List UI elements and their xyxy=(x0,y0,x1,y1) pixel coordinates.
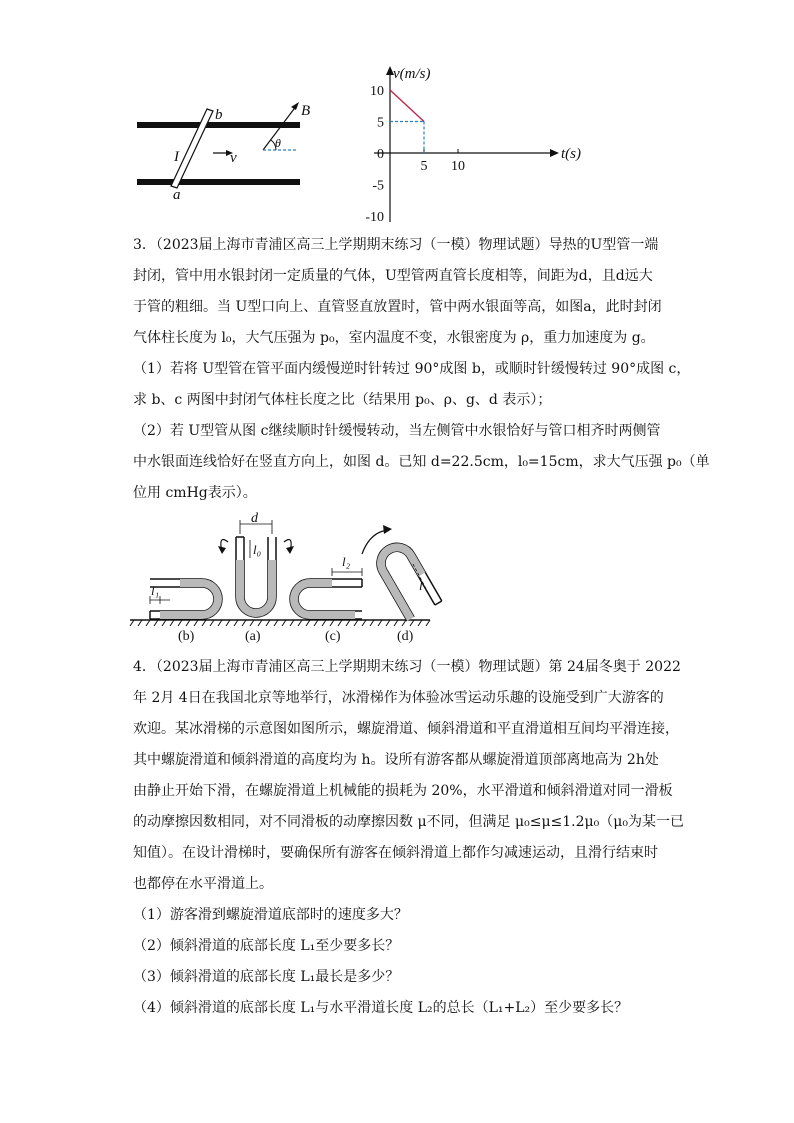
rotate-cw-arrow-icon xyxy=(383,525,392,534)
label-v: v xyxy=(230,150,237,166)
u-tube-d xyxy=(370,536,442,621)
y-tick-label: 5 xyxy=(377,115,384,131)
x-axis-arrow-icon xyxy=(550,149,559,157)
q4-line: 也都停在水平滑道上。 xyxy=(133,876,273,892)
caption-d: (d) xyxy=(397,629,414,644)
q3-line: （1）若将 U型管在管平面内缓慢逆时针转过 90°成图 b，或顺时针缓慢转过 90°成图 c， xyxy=(133,361,691,377)
y-axis-label: v(m/s) xyxy=(393,66,431,82)
q4-line: 的动摩擦因数相同，对不同滑板的动摩擦因数 μ不同，但满足 μ₀≤μ≤1.2μ₀（μ₀为某一已 xyxy=(133,814,684,830)
q3-line: 位用 cmHg表示）。 xyxy=(133,485,257,501)
label-d: d xyxy=(251,511,258,526)
y-tick-label: 10 xyxy=(370,84,384,99)
label-theta: θ xyxy=(275,136,281,150)
u-tube-figure xyxy=(130,512,460,647)
label-a: a xyxy=(173,187,181,203)
y-tick-label: 0 xyxy=(377,147,384,162)
q3-line: 气体柱长度为 l₀，大气压强为 p₀，室内温度不变，水银密度为 ρ，重力加速度为 g。 xyxy=(133,330,655,346)
field-arrow-icon xyxy=(291,102,299,110)
x-axis-label: t(s) xyxy=(561,146,581,162)
rotate-cw-arrow-icon xyxy=(286,546,294,554)
y-tick-label: -5 xyxy=(372,178,384,194)
velocity-series-line xyxy=(390,90,424,122)
caption-c: (c) xyxy=(325,629,341,644)
q4-line: 知值）。在设计滑梯时，要确保所有游客在倾斜滑道上都作匀减速运动，且滑行结束时 xyxy=(133,845,658,861)
label-current: I xyxy=(174,149,179,165)
x-tick-label: 5 xyxy=(420,159,428,174)
vt-chart xyxy=(338,60,581,225)
q3-line: 3．（2023届上海市青浦区高三上学期期末练习（一模）物理试题）导热的U型管一端 xyxy=(133,237,659,253)
label-l1: l₁ xyxy=(151,583,160,598)
q3-line: 封闭，管中用水银封闭一定质量的气体，U型管两直管长度相等，间距为d，且d远大 xyxy=(133,268,653,284)
q4-subquestion: （1）游客滑到螺旋滑道底部时的速度多大？ xyxy=(133,907,408,923)
q4-subquestion: （2）倾斜滑道的底部长度 L₁至少要多长？ xyxy=(133,938,400,954)
q3-line: 求 b、c 两图中封闭气体柱长度之比（结果用 p₀、ρ、g、d 表示）； xyxy=(133,392,552,408)
caption-a: (a) xyxy=(245,629,261,644)
q4-line: 由静止开始下滑，在螺旋滑道上机械能的损耗为 20%，水平滑道和倾斜滑道对同一滑板 xyxy=(133,783,673,799)
q4-line: 4．（2023届上海市青浦区高三上学期期末练习（一模）物理试题）第 24届冬奥于 2022 xyxy=(133,659,681,675)
rotate-ccw-arrow-icon xyxy=(218,546,226,554)
q3-line: 中水银面连线恰好在竖直方向上，如图 d。已知 d=22.5cm，l₀=15cm，求大气压强 p₀（单 xyxy=(133,454,710,470)
label-b: b xyxy=(215,107,223,123)
q4-subquestion: （4）倾斜滑道的底部长度 L₁与水平滑道长度 L₂的总长（L₁+L₂）至少要多长？ xyxy=(133,1000,629,1016)
label-l0: l₀ xyxy=(253,542,262,557)
rail-figure xyxy=(125,95,315,205)
q4-line: 其中螺旋滑道和倾斜滑道的高度均为 h。设所有游客都从螺旋滑道顶部离地高为 2h处 xyxy=(133,752,659,768)
x-tick-label: 10 xyxy=(451,159,465,174)
q3-line: （2）若 U型管从图 c继续顺时针缓慢转动，当左侧管中水银恰好与管口相齐时两侧管 xyxy=(133,423,661,439)
label-l2: l₂ xyxy=(342,554,351,569)
lower-rail xyxy=(137,179,300,185)
label-l: l xyxy=(419,578,423,593)
q4-line: 年 2月 4日在我国北京等地举行，冰滑梯作为体验冰雪运动乐趣的设施受到广大游客的 xyxy=(133,690,664,706)
question-4 xyxy=(133,652,684,1024)
u-tube-c xyxy=(290,554,362,619)
label-B: B xyxy=(301,103,311,119)
question-3 xyxy=(133,230,710,509)
caption-b: (b) xyxy=(178,629,195,644)
y-tick-label: -10 xyxy=(365,210,384,225)
u-tube-a xyxy=(218,511,294,617)
u-tube-b xyxy=(150,579,222,619)
q3-line: 于管的粗细。当 U型口向上、直管竖直放置时，管中两水银面等高，如图a，此时封闭 xyxy=(133,299,662,315)
q4-line: 欢迎。某冰滑梯的示意图如图所示，螺旋滑道、倾斜滑道和平直滑道相互间均平滑连接， xyxy=(133,721,679,737)
q4-subquestion: （3）倾斜滑道的底部长度 L₁最长是多少？ xyxy=(133,969,400,985)
